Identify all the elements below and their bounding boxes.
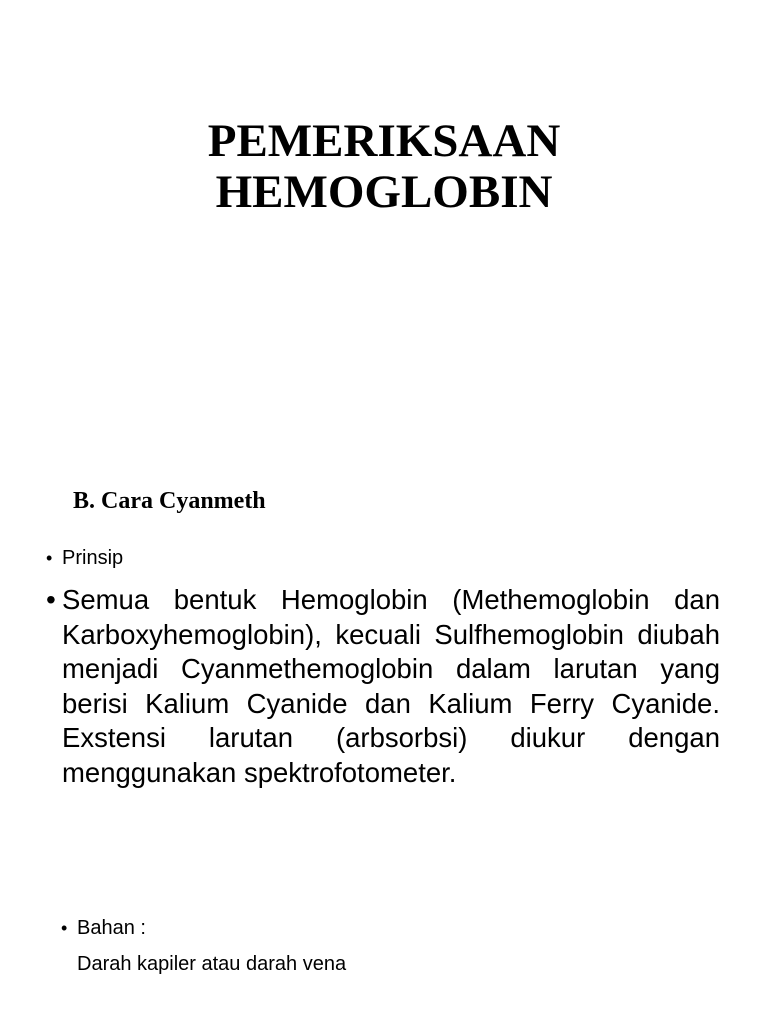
material-label-item bbox=[61, 916, 146, 940]
section-heading: B. Cara Cyanmeth bbox=[73, 488, 266, 514]
slide-title bbox=[0, 116, 768, 218]
principle-label-item bbox=[46, 546, 124, 570]
slide-title-line-2: HEMOGLOBIN bbox=[215, 166, 553, 218]
principle-item bbox=[46, 583, 720, 790]
material-value: Darah kapiler atau darah vena bbox=[77, 953, 347, 975]
material-label: Bahan : bbox=[77, 917, 146, 939]
principle-label: Prinsip bbox=[62, 547, 124, 569]
slide-title-line-1: PEMERIKSAAN bbox=[207, 115, 561, 167]
bullet-icon: • bbox=[46, 548, 53, 568]
principle-text: Semua bentuk Hemoglobin (Methemoglobin dan Karboxyhemoglobin), kecuali Sulfhemoglobin diubah menjadi Cyanmethemoglobin dalam larutan yang berisi Kalium Cyanide dan Kalium Ferry Cyanide. Exstensi larutan (arbsorbsi) diukur dengan menggunakan spektrofotometer. bbox=[62, 584, 720, 788]
bullet-icon: • bbox=[46, 584, 56, 615]
bullet-icon: • bbox=[61, 918, 68, 938]
